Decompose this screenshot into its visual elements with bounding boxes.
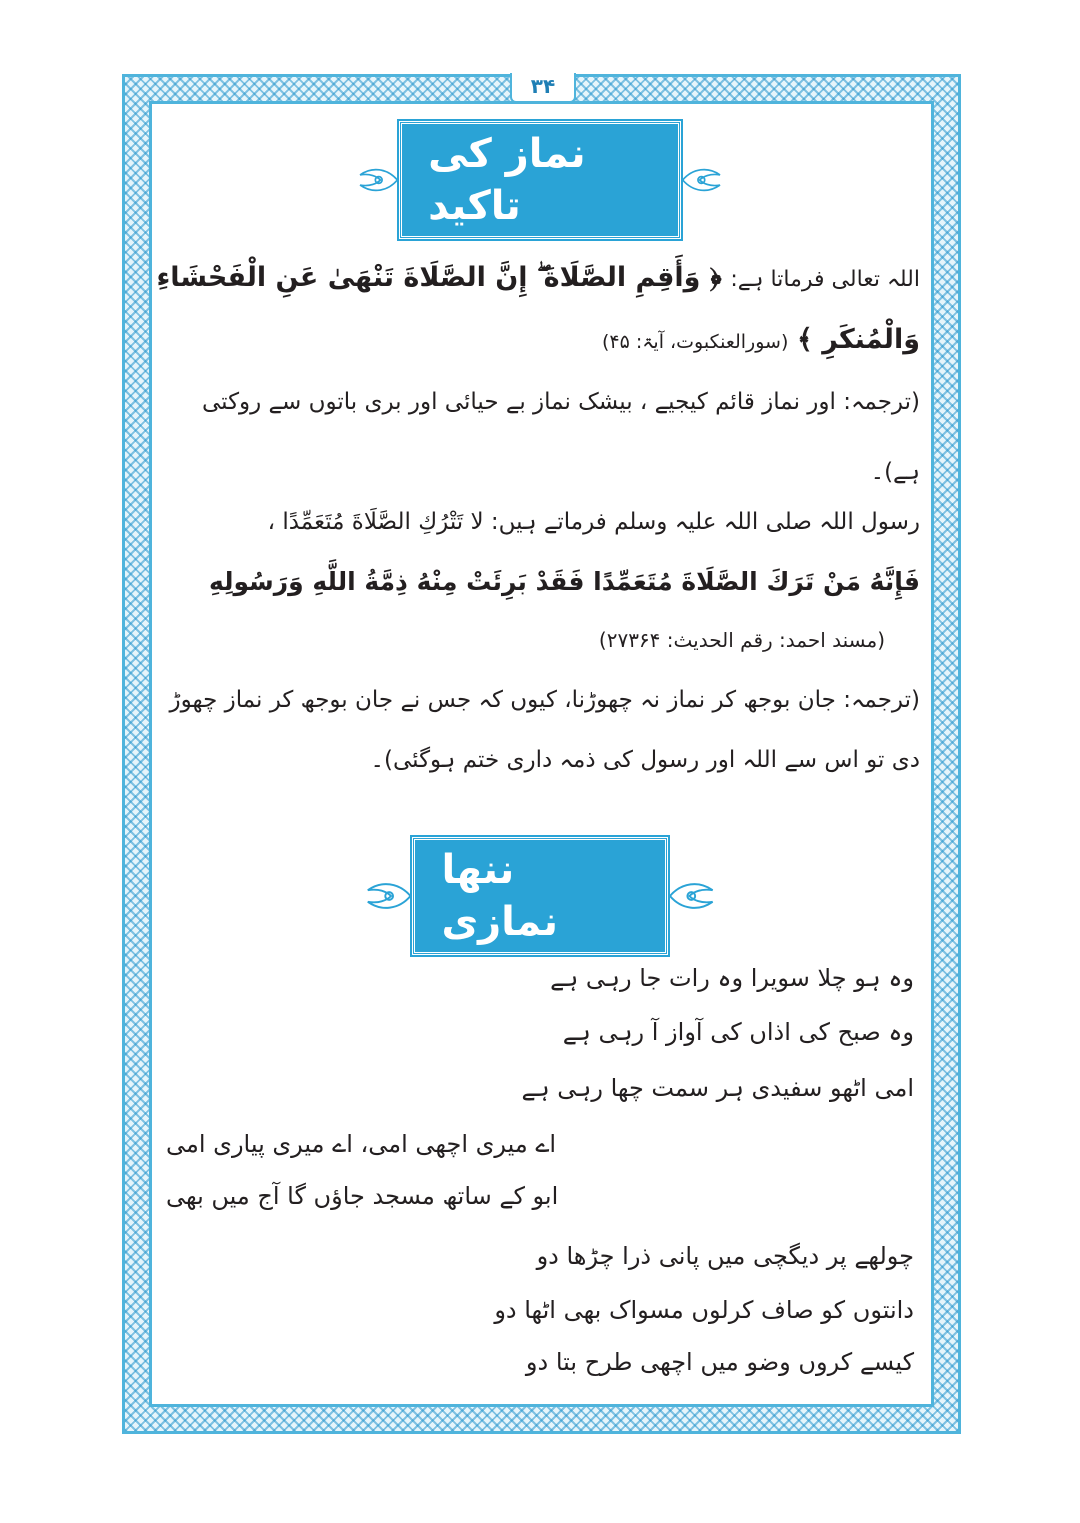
poem-line: امی اٹھو سفیدی ہر سمت چھا رہی ہے [521,1074,914,1102]
section-heading-1 [355,131,725,229]
ornament-left-icon [681,162,725,198]
hadith-text-line2: فَإِنَّهُ مَنْ تَرَكَ الصَّلَاةَ مُتَعَمِّدًا فَقَدْ بَرِئَتْ مِنْهُ ذِمَّةُ اللَّهِ وَرَسُولِهِ [208,567,920,596]
para1-line1 [156,256,920,302]
poem-line: وہ ہو چلا سویرا وہ رات جا رہی ہے [550,964,914,992]
section-heading-2 [362,847,718,945]
para1-translation-line1: (ترجمہ: اور نماز قائم کیجیے ، بیشک نماز بے حیائی اور بری باتوں سے روکتی [201,389,920,415]
poem-line: کیسے کروں وضو میں اچھی طرح بتا دو [525,1348,914,1376]
poem-line: اے میری اچھی امی، اے میری پیاری امی [166,1130,557,1158]
para2-intro-line: رسول اللہ صلی اللہ علیہ وسلم فرماتے ہیں: لا تَتْرُكِ الصَّلَاةَ مُتَعَمِّدًا ، [267,509,920,535]
poem-line: ابو کے ساتھ مسجد جاؤں گا آج میں بھی [166,1182,559,1210]
ayah-text-line2: وَالْمُنكَرِ ﴾ [796,324,920,355]
ornament-left-icon [668,878,718,914]
para2-translation-line2: دی تو اس سے اللہ اور رسول کی ذمہ داری ختم ہوگئی)۔ [370,747,920,773]
para2-translation-line1: (ترجمہ: جان بوجھ کر نماز نہ چھوڑنا، کیوں کہ جس نے جان بوجھ کر نماز چھوڑ [169,687,920,713]
heading-2-label: ننھا نمازی [412,837,667,955]
ayah-text-line1: ﴿ وَأَقِمِ الصَّلَاةَ ۖ إِنَّ الصَّلَاةَ تَنْهَىٰ عَنِ الْفَحْشَاءِ [156,262,722,293]
ornament-right-icon [362,878,412,914]
para1-intro: اللہ تعالی فرماتا ہے: [730,267,920,292]
para1-line2 [160,318,920,364]
ayah-reference: (سورالعنکبوت، آیۃ: ۴۵) [602,331,789,353]
page-number: ۳۴ [510,73,576,103]
heading-1-label: نماز کی تاکید [399,121,681,239]
poem-line: دانتوں کو صاف کرلوں مسواک بھی اٹھا دو [494,1296,914,1324]
ornament-right-icon [355,162,399,198]
hadith-reference: (مسند احمد: رقم الحدیث: ۲۷۳۶۴) [598,628,885,652]
poem-line: چولھے پر دیگچی میں پانی ذرا چڑھا دو [536,1242,914,1270]
para1-translation-line2: ہے)۔ [870,459,920,485]
poem-line: وہ صبح کی اذاں کی آواز آ رہی ہے [562,1018,914,1046]
